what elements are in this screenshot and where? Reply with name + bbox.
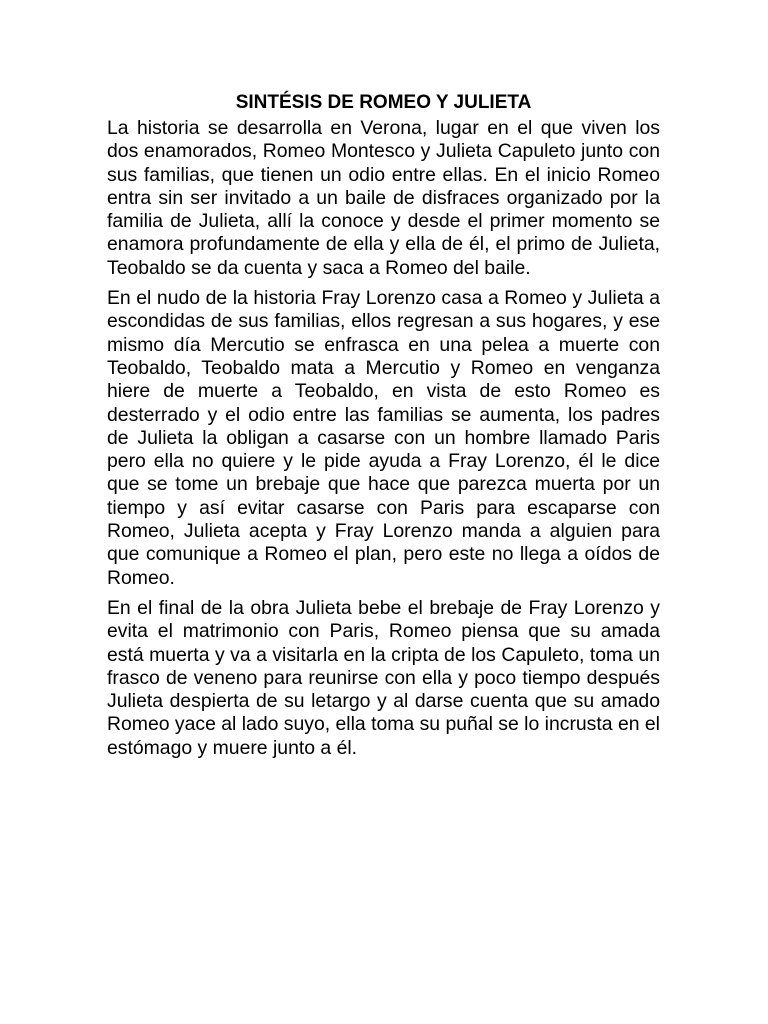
document-title: SINTÉSIS DE ROMEO Y JULIETA: [235, 92, 532, 113]
paragraph-final: En el final de la obra Julieta bebe el brebaje de Fray Lorenzo y evita el matrimonio con Paris, Romeo piensa que su amada está muerta y va a visitarla en la cripta de los Capuleto, toma un frasco de veneno para reunirse con ella y poco tiempo después Julieta despierta de su letargo y al darse cuenta que su amado Romeo yace al lado suyo, ella toma su puñal se lo incrusta en el estómago y muere junto a él.: [107, 596, 660, 759]
paragraph-nudo: En el nudo de la historia Fray Lorenzo casa a Romeo y Julieta a escondidas de sus familias, ellos regresan a sus hogares, y ese mismo día Mercutio se enfrasca en una pelea a muerte con Teobaldo, Teobaldo mata a Mercutio y Romeo en venganza hiere de muerte a Teobaldo, en vista de esto Romeo es desterrado y el odio entre las familias se aumenta, los padres de Julieta la obligan a casarse con un hombre llamado Paris pero ella no quiere y le pide ayuda a Fray Lorenzo, él le dice que se tome un brebaje que hace que parezca muerta por un tiempo y así evitar casarse con Paris para escaparse con Romeo, Julieta acepta y Fray Lorenzo manda a alguien para que comunique a Romeo el plan, pero este no llega a oídos de Romeo.: [107, 287, 660, 589]
paragraph-inicio: La historia se desarrolla en Verona, lugar en el que viven los dos enamorados, Romeo Montesco y Julieta Capuleto junto con sus familias, que tienen un odio entre ellas. En el inicio Romeo entra sin ser invitado a un baile de disfraces organizado por la familia de Julieta, allí la conoce y desde el primer momento se enamora profundamente de ella y ella de él, el primo de Julieta, Teobaldo se da cuenta y saca a Romeo del baile.: [107, 117, 660, 279]
document-body: [107, 91, 660, 767]
